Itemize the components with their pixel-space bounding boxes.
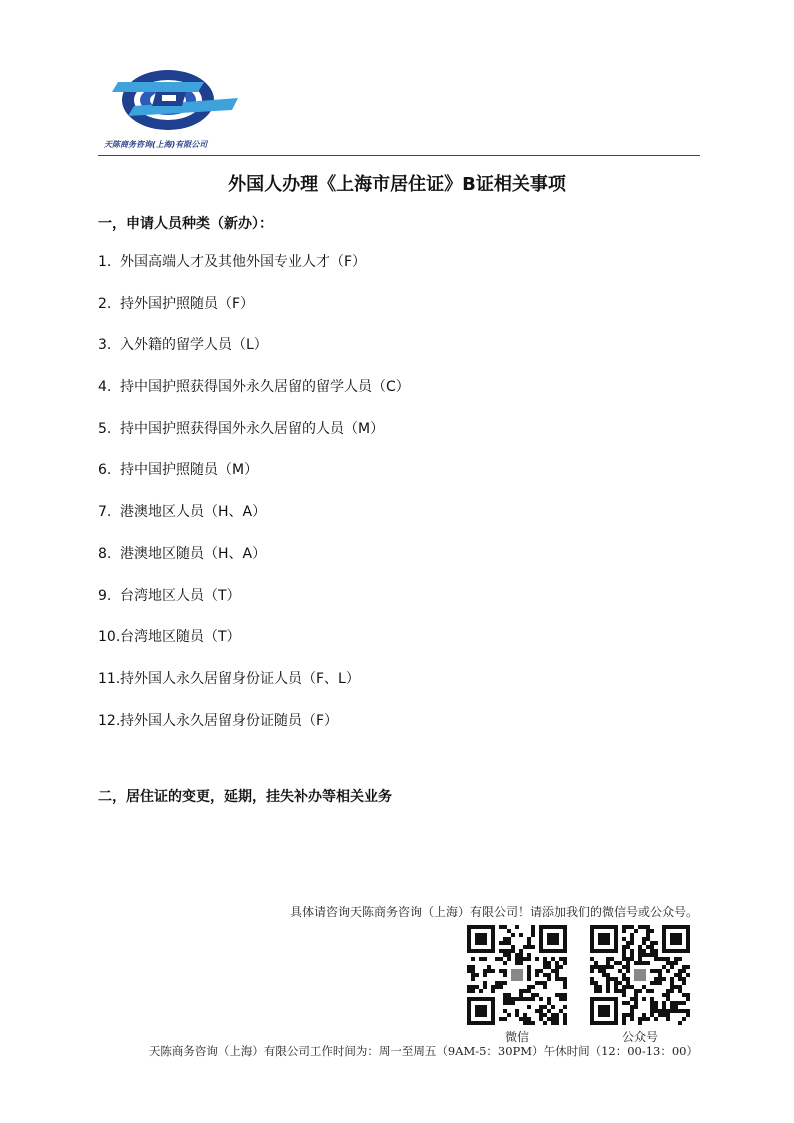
working-hours: 天陈商务咨询（上海）有限公司工作时间为：周一至周五（9AM-5：30PM）午休时间（12：00-13：00） <box>148 1044 698 1058</box>
list-item <box>98 377 410 419</box>
section2-heading: 二，居住证的变更，延期，挂失补办等相关业务 <box>98 789 392 805</box>
list-item <box>98 669 410 711</box>
list-item <box>98 335 410 377</box>
list-item-text: 持中国护照随员（M） <box>120 462 259 479</box>
list-item-number: 3. <box>98 337 112 354</box>
list-item-number: 9. <box>98 587 112 604</box>
list-item-text: 持外国人永久居留身份证随员（F） <box>120 712 339 729</box>
wechat-qr-code-icon[interactable] <box>467 925 567 1025</box>
official-account-qr-label: 公众号 <box>621 1030 658 1044</box>
wechat-qr-label: 微信 <box>504 1030 529 1044</box>
header-divider <box>98 155 700 156</box>
applicant-type-list <box>98 252 410 752</box>
list-item-text: 港澳地区人员（H、A） <box>120 504 267 521</box>
list-item-text: 持外国护照随员（F） <box>120 295 255 312</box>
company-logo-text: 天陈商务咨询(上海)有限公司 <box>104 140 208 149</box>
list-item-number: 10. <box>98 629 121 646</box>
list-item <box>98 252 410 294</box>
list-item-text: 港澳地区随员（H、A） <box>120 545 267 562</box>
list-item <box>98 460 410 502</box>
list-item <box>98 627 410 669</box>
list-item-number: 5. <box>98 420 112 437</box>
official-account-qr-code-icon[interactable] <box>590 925 690 1025</box>
list-item-text: 外国高端人才及其他外国专业人才（F） <box>120 254 367 270</box>
list-item <box>98 711 410 753</box>
list-item-text: 入外籍的留学人员（L） <box>120 337 268 354</box>
list-item <box>98 544 410 586</box>
wechat-qr-block <box>467 925 567 1045</box>
list-item-number: 6. <box>98 462 112 479</box>
list-item <box>98 502 410 544</box>
list-item-number: 1. <box>98 254 112 270</box>
official-account-qr-block <box>590 925 690 1045</box>
section1-heading: 一，申请人员种类（新办）： <box>98 216 273 232</box>
list-item <box>98 586 410 628</box>
contact-note: 具体请咨询天陈商务咨询（上海）有限公司！请添加我们的微信号或公众号。 <box>289 905 698 919</box>
company-logo-emblem-icon <box>104 62 254 142</box>
list-item-number: 11. <box>98 670 121 687</box>
company-logo <box>104 62 254 154</box>
list-item-text: 持外国人永久居留身份证人员（F、L） <box>120 670 360 687</box>
list-item-number: 2. <box>98 295 112 312</box>
list-item <box>98 294 410 336</box>
list-item-text: 持中国护照获得国外永久居留的人员（M） <box>120 420 385 437</box>
list-item-number: 8. <box>98 545 112 562</box>
list-item-number: 4. <box>98 379 112 396</box>
list-item-text: 台湾地区随员（T） <box>120 629 241 646</box>
list-item-number: 12. <box>98 712 121 729</box>
list-item-text: 台湾地区人员（T） <box>120 587 241 604</box>
document-title: 外国人办理《上海市居住证》B证相关事项 <box>228 174 566 195</box>
list-item-number: 7. <box>98 504 112 521</box>
list-item <box>98 419 410 461</box>
list-item-text: 持中国护照获得国外永久居留的留学人员（C） <box>120 379 410 396</box>
